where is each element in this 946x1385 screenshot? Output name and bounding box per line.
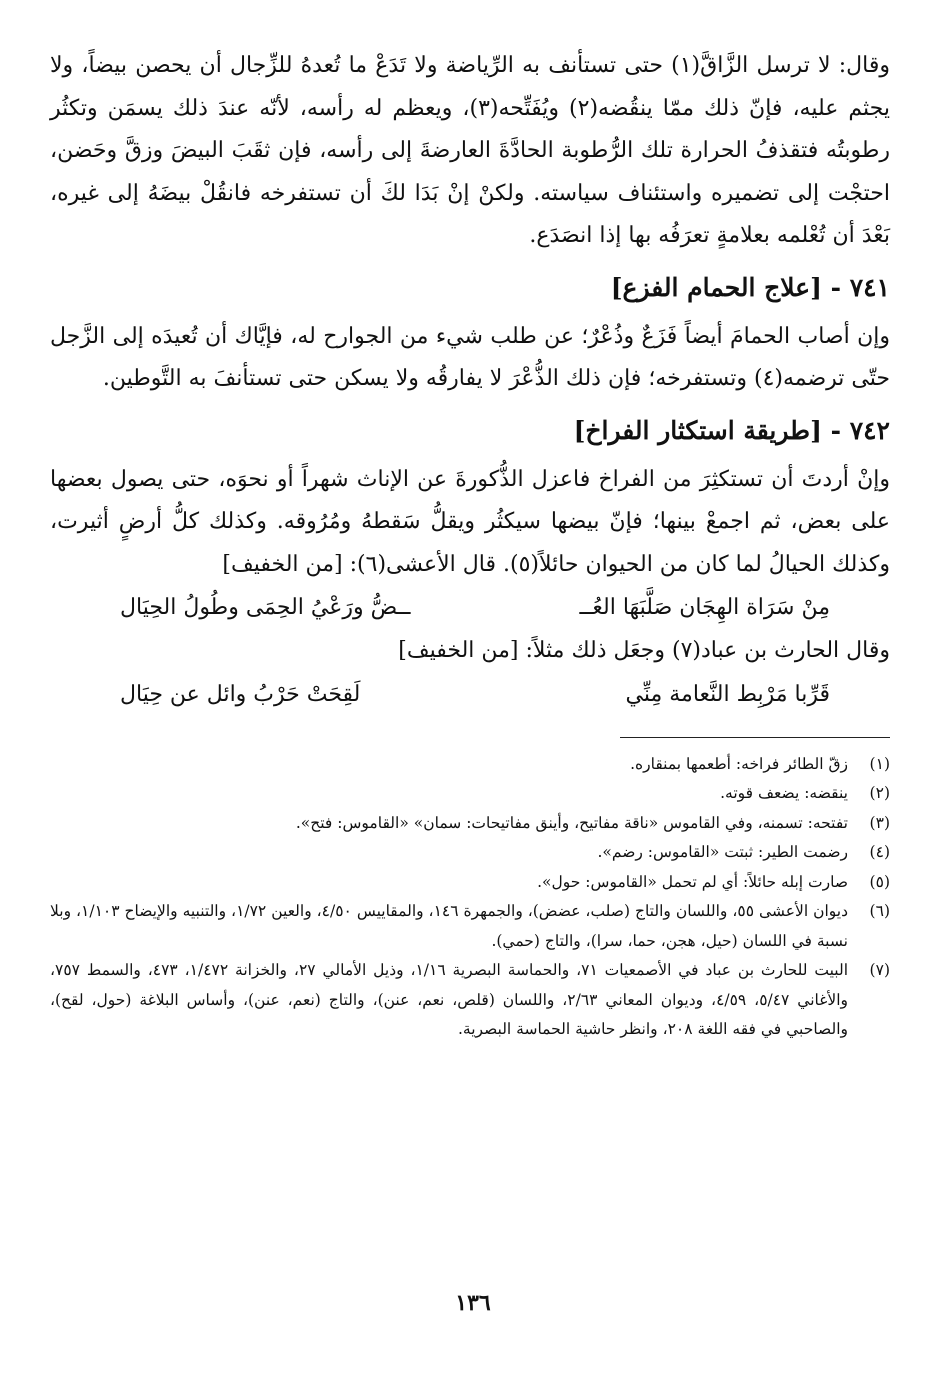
footnote xyxy=(50,809,890,839)
verse-1-first-hemistich: مِنْ سَرَاة الهِجَان صَلَّبَهَا العُــ xyxy=(579,595,830,620)
footnote-separator xyxy=(620,737,890,738)
footnote-text: البيت للحارث بن عباد في الأصمعيات ٧١، والحماسة البصرية ١/١٦، وذيل الأمالي ٢٧، والخزانة ١/٤٧٢، ٤٧٣، والسمط ٧٥٧، والأغاني ٥/٤٧، ٤/٥٩، وديوان المعاني ٢/٦٣، واللسان (قلص، نعم، عنن)، والتاج (نعم، عنن)، وأساس البلاغة (حول، لقح)، والصاحبي في فقه اللغة ٢٠٨، وانظر حاشية الحماسة البصرية. xyxy=(50,961,849,1038)
footnote-text: زقّ الطائر فراخه: أطعمها بمنقاره. xyxy=(630,754,848,773)
footnote-number: (٢) xyxy=(869,784,890,802)
page-number: ١٣٦ xyxy=(455,1290,491,1316)
footnote-text: تفتحه: تسمنه، وفي القاموس «ناقة مفاتيح، وأينق مفاتيحات: سمان» «القاموس: فتح». xyxy=(295,813,848,832)
footnote-text: صارت إبله حائلاً: أي لم تحمل «القاموس: حول». xyxy=(537,872,848,891)
footnote-number: (٦) xyxy=(869,902,890,920)
footnote-text: رضمت الطير: ثبتت «القاموس: رضم». xyxy=(597,843,848,861)
footnote-number: (٤) xyxy=(869,843,890,861)
footnote xyxy=(50,750,890,780)
footnotes xyxy=(50,750,890,1045)
footnote xyxy=(50,868,890,898)
paragraph-intro: وقال: لا ترسل الزَّاقَّ(١) حتى تستأنف به الرِّياضة ولا تَدَعْ ما تُعدهُ للزِّجال أن يحصن بيضاً، ولا يجثم عليه، فإنّ ذلك ممّا ينقُضه(٢) ويُفَتِّحه(٣)، ويعظم له رأسه، لأنّه عندَ ذلك يسمَن وتكثُر رطوبتُه فتقذفُ الحرارة تلك الرُّطوبة الحادَّةَ العارضةَ إلى رأسه، فإن ثقَبَ البيضَ وزقَّ وحَضن، احتجْت إلى تضميره واستئناف سياسته. ولكنْ إنْ بَدَا لكَ أن تستفرخه فانقُلْ بيضَهُ إلى غيره، بَعْدَ أن تُعْلمه بعلامةٍ تعرَفُه بها إذا انصَدَع. xyxy=(50,53,891,248)
paragraph-fright: وإن أصاب الحمامَ أيضاً فَزَعٌ وذُعْرٌ؛ عن طلب شيء من الجوارح له، فإيَّاك أن تُعيدَه إلى الزَّجل حتّى ترضمه(٤) وتستفرخه؛ فإن ذلك الذُّعْرَ لا يفارقُه ولا يسكن حتى تستأنفَ به التَّوطين. xyxy=(50,323,890,391)
footnote xyxy=(50,779,890,809)
footnote xyxy=(50,956,890,1045)
verse-1-second-hemistich: ــضُّ ورَعْيُ الحِمَى وطُولُ الحِيَال xyxy=(120,595,411,620)
page-body xyxy=(50,45,890,1045)
footnote xyxy=(50,838,890,868)
verse-line-1 xyxy=(50,586,890,630)
footnote-number: (٣) xyxy=(869,813,890,832)
footnote xyxy=(50,897,890,956)
verse-line-2 xyxy=(50,673,890,717)
paragraph-harith: وقال الحارث بن عباد(٧) وجعَل ذلك مثلاً: [من الخفيف] xyxy=(398,638,890,663)
section-heading-742: ٧٤٢ - [طريقة استكثار الفراخ] xyxy=(573,415,890,445)
verse-2-second-hemistich: لَقِحَتْ حَرْبُ وائل عن حِيَال xyxy=(120,681,361,707)
footnote-number: (١) xyxy=(869,754,890,773)
paragraph-breeding: وإنْ أردتَ أن تستكثِرَ من الفراخ فاعزل الذُّكورةَ عن الإناث شهراً أو نحوَه، حتى يصول بعضها على بعض، ثم اجمعْ بينها؛ فإنّ بيضها سيكثُر ويقلُّ سَقطهُ ومُرُوقه. وكذلك كلُّ أرضٍ أثيرت، وكذلك الحيالُ لما كان من الحيوان حائلاً(٥). قال الأعشى(٦): [من الخفيف] xyxy=(50,466,890,577)
footnote-number: (٥) xyxy=(869,872,890,891)
section-heading-741: ٧٤١ - [علاج الحمام الفزع] xyxy=(610,272,890,302)
verse-2-first-hemistich: قَرِّبا مَرْبِط النَّعامة مِنِّي xyxy=(625,681,830,707)
footnote-text: ينقضه: يضعف قوته. xyxy=(720,784,848,802)
footnote-text: ديوان الأعشى ٥٥، واللسان والتاج (صلب، عضض)، والجمهرة ١٤٦، والمقاييس ٤/٥٠، والعين ١/٧٢، والتنبيه والإيضاح ١/١٠٣، وبلا نسبة في اللسان (حيل، هجن، حما، سرا)، والتاج (حمي). xyxy=(50,902,848,950)
footnote-number: (٧) xyxy=(869,961,890,979)
